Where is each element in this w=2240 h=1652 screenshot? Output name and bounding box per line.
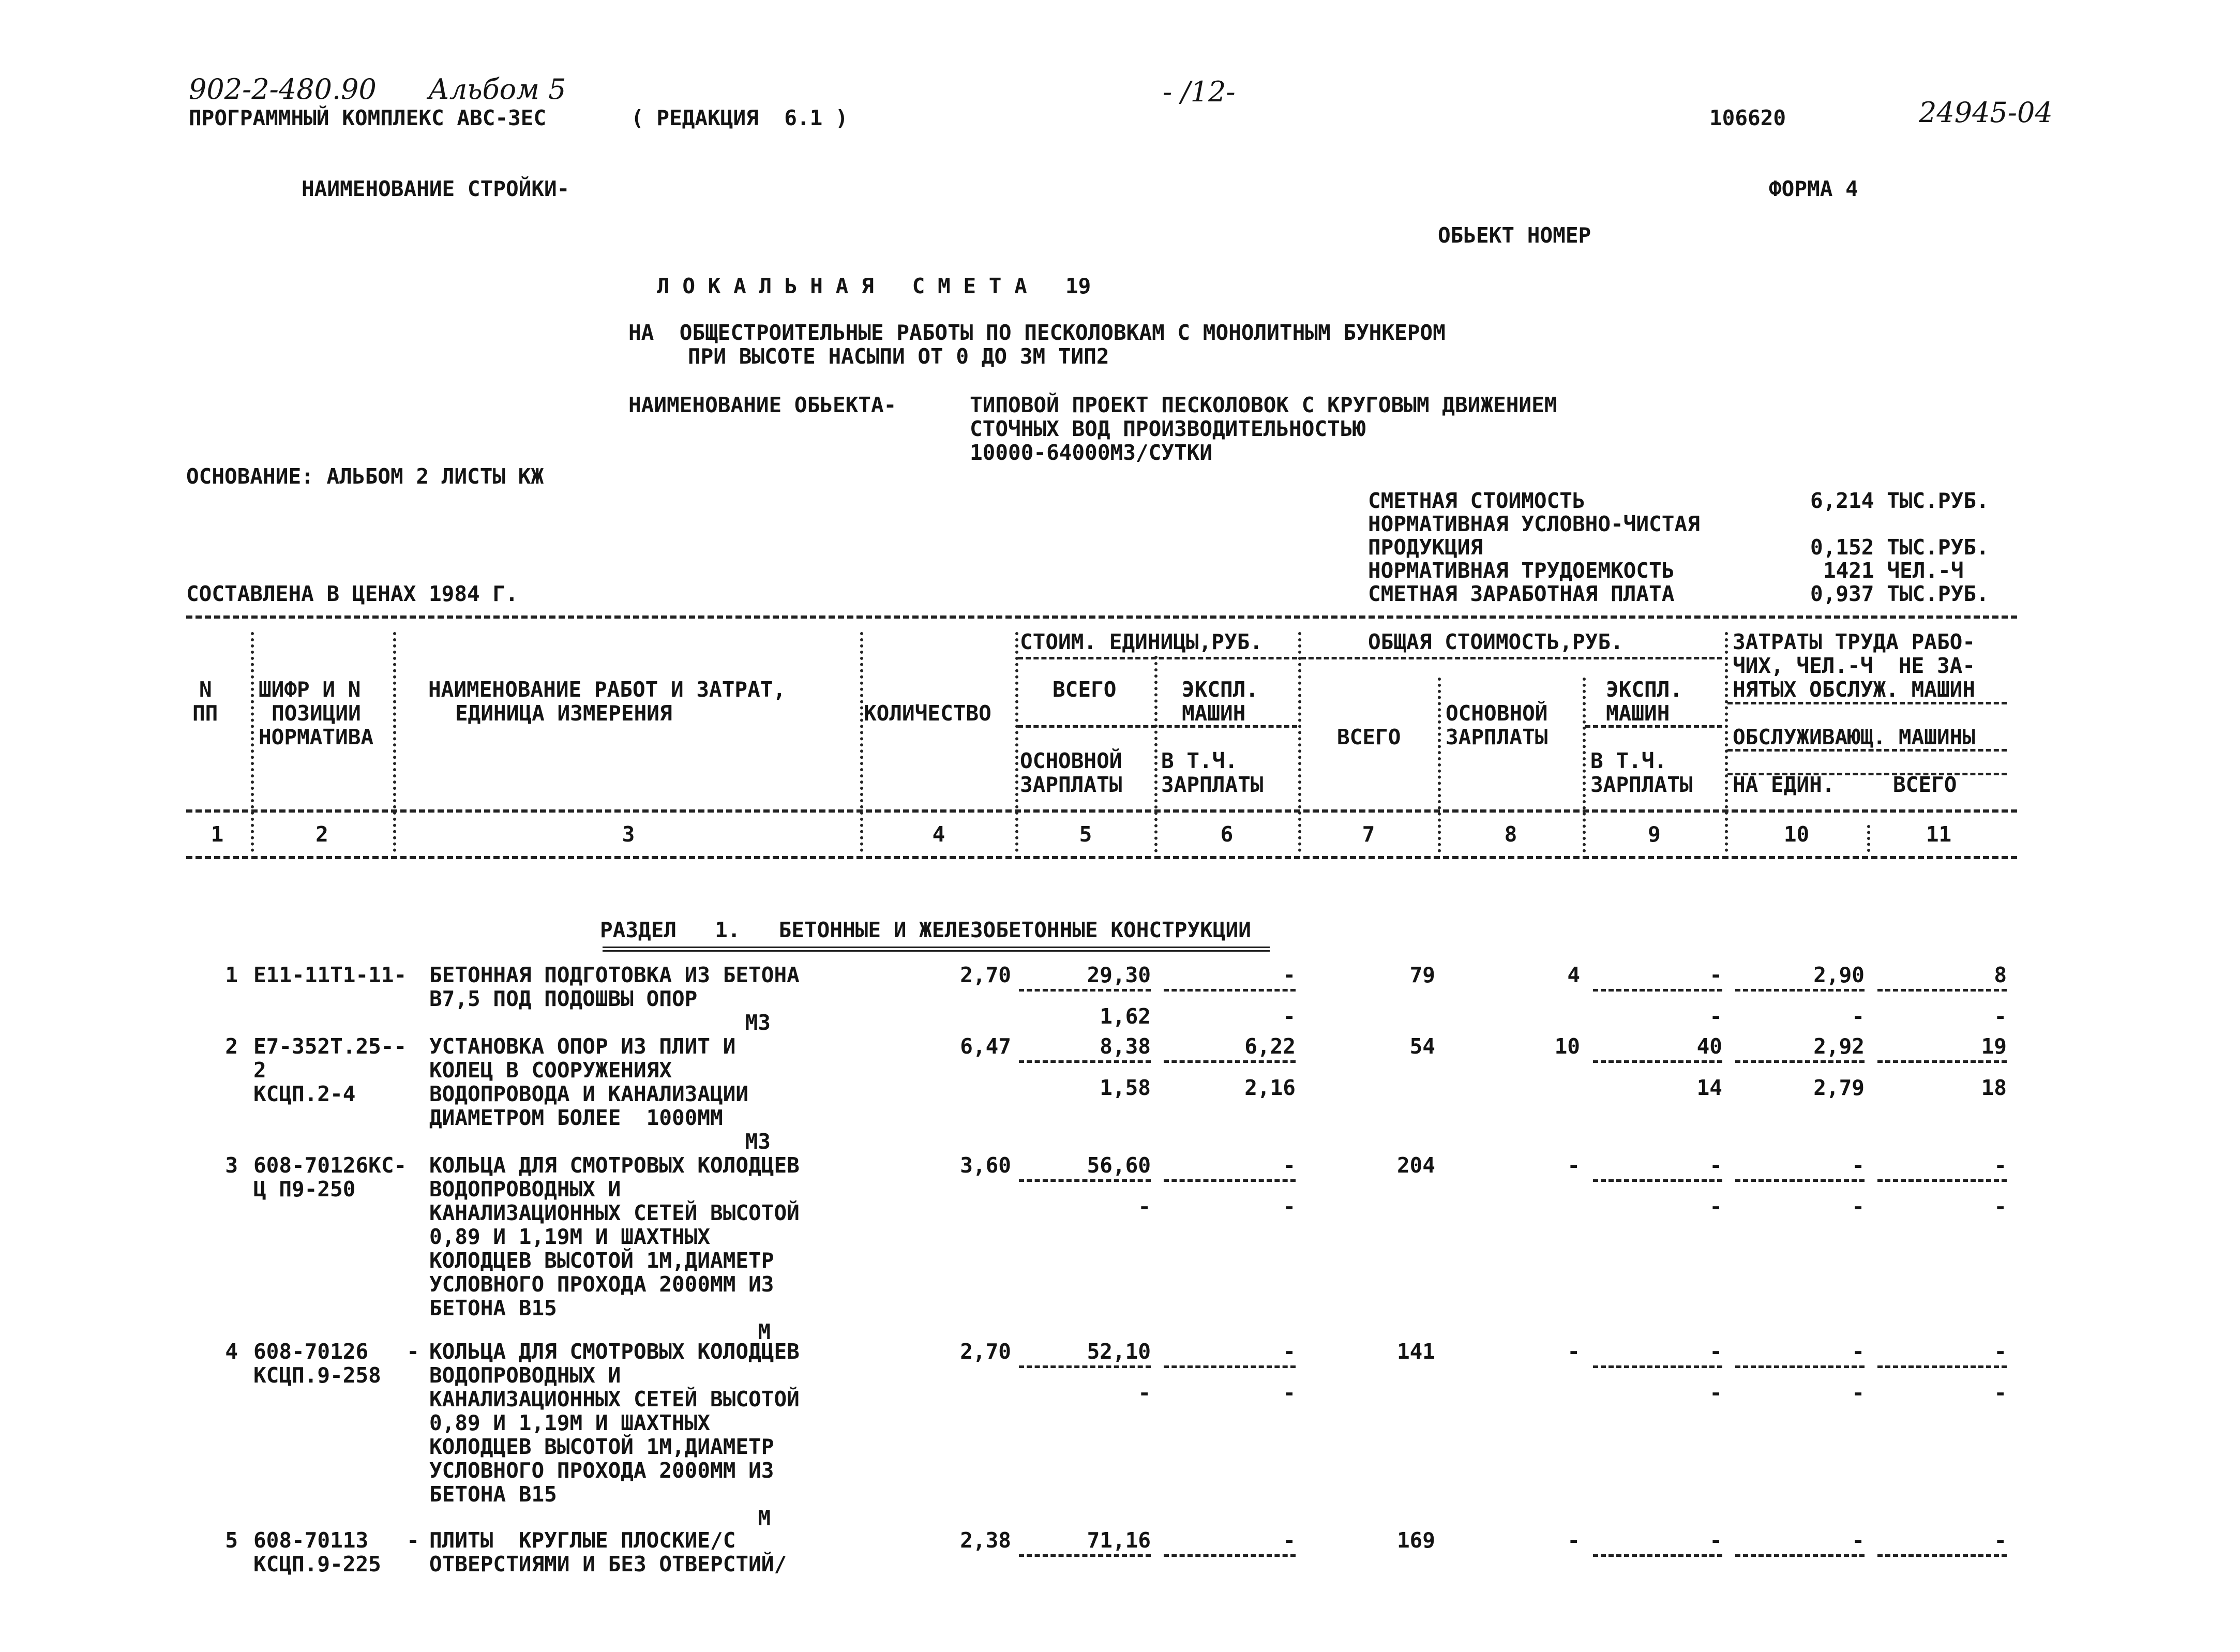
row-total-incl-wage: - [1709,1194,1722,1219]
col-number-2: 2 [315,822,328,847]
labor-header-2: ЧИХ, ЧЕЛ.-Ч НЕ ЗА- [1733,653,1975,678]
row-labor-unit: - [1852,1153,1865,1178]
total-wage-header: ОСНОВНОЙ [1446,701,1548,726]
page-number: - /12- [1163,76,1236,108]
row-unit-rule [1164,989,1296,992]
row-labor-total-2: - [1994,1380,2007,1405]
col-code-2: ПОЗИЦИИ [272,701,361,726]
estimated-cost-value: 6,214 ТЫС.РУБ. [1810,488,1989,513]
row-number: 5 [225,1528,238,1553]
basis: ОСНОВАНИЕ: АЛЬБОМ 2 ЛИСТЫ КЖ [186,464,544,489]
section-underline [603,947,1270,952]
col-divider-4 [1015,632,1018,852]
document-number: 106620 [1709,106,1786,130]
object-number: ОБЬЕКТ НОМЕР [1438,223,1591,248]
col-quantity: КОЛИЧЕСТВО [864,701,991,726]
object-name-2: СТОЧНЫХ ВОД ПРОИЗВОДИТЕЛЬНОСТЬЮ [970,416,1366,441]
row-name: КОЛОДЦЕВ ВЫСОТОЙ 1М,ДИАМЕТР [429,1434,774,1459]
row-total-rule [1877,1365,2007,1368]
row-code: 608-70113 - [253,1528,419,1553]
row-unit-machines: - [1283,963,1296,987]
total-mach-header-2: МАШИН [1606,701,1670,726]
row-total-rule [1593,989,1722,992]
col-divider-1 [251,632,254,852]
col-n: N [199,677,212,702]
row-name: ОТВЕРСТИЯМИ И БЕЗ ОТВЕРСТИЙ/ [429,1552,787,1576]
col-divider-6 [1298,632,1301,852]
col-number-5: 5 [1079,822,1092,847]
row-name: БЕТОНА В15 [429,1482,557,1507]
row-labor-total-2: - [1994,1004,2007,1029]
row-name: УСТАНОВКА ОПОР ИЗ ПЛИТ И [429,1034,736,1059]
row-name: КОЛЕЦ В СООРУЖЕНИЯХ [429,1058,672,1083]
row-total-rule [1877,989,2007,992]
row-unit-rule [1164,1365,1296,1368]
row-unit: М3 [745,1010,771,1035]
object-name-3: 10000-64000М3/СУТКИ [970,440,1212,465]
labor-total-header: ВСЕГО [1893,772,1957,797]
col-code: ШИФР И N [259,677,361,702]
row-labor-total: - [1994,1153,2007,1178]
total-mach-header: ЭКСПЛ. [1606,677,1683,702]
row-name: БЕТОННАЯ ПОДГОТОВКА ИЗ БЕТОНА [429,963,800,987]
row-unit: М [758,1506,771,1530]
row-labor-unit-2: - [1852,1380,1865,1405]
estimated-cost-label: СМЕТНАЯ СТОИМОСТЬ [1368,488,1585,513]
row-name: ДИАМЕТРОМ БОЛЕЕ 1000ММ [429,1105,723,1130]
row-code: Ц П9-250 [253,1177,356,1202]
row-name: КОЛЬЦА ДЛЯ СМОТРОВЫХ КОЛОДЦЕВ [429,1153,800,1178]
row-total: 169 [1396,1528,1435,1553]
labor-intensity-value: 1421 ЧЕЛ.-Ч [1823,558,1964,583]
row-name: 0,89 И 1,19М И ШАХТНЫХ [429,1410,711,1435]
row-total-incl-wage: - [1709,1004,1722,1029]
row-labor-total: - [1994,1528,2007,1553]
col-divider-9 [1725,632,1728,852]
row-total: 141 [1396,1339,1435,1364]
row-total-rule [1593,1060,1722,1063]
labor-header-4: ОБСЛУЖИВАЮЩ. МАШИНЫ [1733,725,1975,749]
form-number: ФОРМА 4 [1769,176,1858,201]
col-n-2: ПП [192,701,218,726]
col-number-11: 11 [1926,822,1952,847]
row-total-rule [1877,1179,2007,1182]
row-name: ВОДОПРОВОДНЫХ И [429,1363,621,1388]
document-title: Л О К А Л Ь Н А Я С М Е Т А 19 [657,274,1091,298]
row-unit-rule [1019,1554,1151,1557]
col-number-6: 6 [1220,822,1234,847]
row-total-rule [1877,1060,2007,1063]
labor-unit-header: НА ЕДИН. [1733,772,1835,797]
row-name: КОЛОДЦЕВ ВЫСОТОЙ 1М,ДИАМЕТР [429,1248,774,1273]
labor-header-3: НЯТЫХ ОБСЛУЖ. МАШИН [1733,677,1975,702]
unit-wage-header-2: ЗАРПЛАТЫ [1020,772,1122,797]
row-total-rule [1735,1060,1865,1063]
row-unit-rule [1019,1179,1151,1182]
labor-header: ЗАТРАТЫ ТРУДА РАБО- [1733,629,1975,654]
row-labor-total: 8 [1994,963,2007,987]
col-name: НАИМЕНОВАНИЕ РАБОТ И ЗАТРАТ, [428,677,786,702]
row-labor-unit-2: - [1852,1004,1865,1029]
total-all-header: ВСЕГО [1337,725,1401,749]
col-name-2: ЕДИНИЦА ИЗМЕРЕНИЯ [455,701,672,726]
row-unit-total: 8,38 [1100,1034,1151,1059]
row-code: КСЦП.9-225 [253,1552,381,1576]
row-labor-total-2: - [1994,1194,2007,1219]
col-number-3: 3 [622,822,635,847]
col-number-7: 7 [1362,822,1375,847]
total-incl-header-2: ЗАРПЛАТЫ [1590,772,1693,797]
row-quantity: 2,70 [960,1339,1011,1364]
row-total-incl-wage: - [1709,1380,1722,1405]
unit-cost-header: СТОИМ. ЕДИНИЦЫ,РУБ. [1020,629,1262,654]
row-code: 608-70126 - [253,1339,419,1364]
row-total-machines: 40 [1696,1034,1722,1059]
row-name: БЕТОНА В15 [429,1296,557,1320]
row-labor-unit: - [1852,1339,1865,1364]
row-name: ПЛИТЫ КРУГЛЫЕ ПЛОСКИЕ/С [429,1528,736,1553]
row-total-machines: - [1709,1528,1722,1553]
row-name: ВОДОПРОВОДА И КАНАЛИЗАЦИИ [429,1082,749,1106]
col-number-1: 1 [211,822,224,847]
album-number: Альбом 5 [428,73,566,106]
total-incl-header: В Т.Ч. [1590,748,1667,773]
row-unit-incl-wage: - [1283,1004,1296,1029]
row-unit-machines: - [1283,1528,1296,1553]
unit-wage-rule [1018,725,1297,728]
row-code: 2 [253,1058,266,1083]
labor-rule-1 [1727,702,2007,704]
col-divider-2 [393,632,396,852]
row-labor-total: - [1994,1339,2007,1364]
row-total-wage: 10 [1554,1034,1580,1059]
col-number-4: 4 [932,822,945,847]
row-unit-machines: - [1283,1153,1296,1178]
row-unit-rule [1019,989,1151,992]
row-name: КАНАЛИЗАЦИОННЫХ СЕТЕЙ ВЫСОТОЙ [429,1200,800,1225]
row-unit-incl-wage: 2,16 [1244,1075,1296,1100]
row-quantity: 6,47 [960,1034,1011,1059]
row-unit-rule [1164,1554,1296,1557]
col-number-10: 10 [1783,822,1810,847]
row-total-machines: - [1709,1339,1722,1364]
row-unit-rule [1019,1365,1151,1368]
row-unit: М [758,1319,771,1344]
row-number: 1 [225,963,238,987]
row-total-rule [1593,1365,1722,1368]
row-unit-wage: - [1138,1380,1151,1405]
row-total-rule [1735,1179,1865,1182]
row-unit-wage: 1,58 [1100,1075,1151,1100]
unit-cost-rule [1018,657,1297,659]
row-total-wage: - [1567,1528,1580,1553]
object-name: ТИПОВОЙ ПРОЕКТ ПЕСКОЛОВОК С КРУГОВЫМ ДВИЖЕНИЕМ [970,393,1557,417]
header-top-rule [186,615,2017,619]
row-unit-total: 71,16 [1087,1528,1151,1553]
row-labor-total: 19 [1981,1034,2007,1059]
unit-incl-header-2: ЗАРПЛАТЫ [1161,772,1264,797]
wage-fund-label: СМЕТНАЯ ЗАРАБОТНАЯ ПЛАТА [1368,581,1675,606]
col-code-3: НОРМАТИВА [259,725,374,749]
row-total-rule [1735,1365,1865,1368]
total-cost-rule [1301,657,1722,659]
row-unit-total: 56,60 [1087,1153,1151,1178]
unit-total-header: ВСЕГО [1053,677,1117,702]
object-label: НАИМЕНОВАНИЕ ОБЬЕКТА- [628,393,897,417]
row-quantity: 3,60 [960,1153,1011,1178]
row-name: ВОДОПРОВОДНЫХ И [429,1177,621,1202]
row-total-rule [1735,1554,1865,1557]
edition: ( РЕДАКЦИЯ 6.1 ) [631,106,848,130]
row-unit-machines: - [1283,1339,1296,1364]
row-unit: М3 [745,1129,771,1154]
row-labor-unit: 2,90 [1813,963,1865,987]
normative-product-value: 0,152 ТЫС.РУБ. [1810,535,1989,560]
row-unit-total: 52,10 [1087,1339,1151,1364]
row-unit-rule [1164,1179,1296,1182]
row-total-machines: - [1709,963,1722,987]
row-total-machines: - [1709,1153,1722,1178]
row-labor-total-2: 18 [1981,1075,2007,1100]
wage-fund-value: 0,937 ТЫС.РУБ. [1810,581,1989,606]
works-description: НА ОБЩЕСТРОИТЕЛЬНЫЕ РАБОТЫ ПО ПЕСКОЛОВКАМ С МОНОЛИТНЫМ БУНКЕРОМ [628,320,1446,345]
row-labor-unit-2: - [1852,1194,1865,1219]
row-code: Е7-352Т.25-- [253,1034,407,1059]
col-divider-3 [860,632,863,852]
archive-number: 24945-04 [1919,96,2053,129]
row-total-wage: - [1567,1339,1580,1364]
row-name: УСЛОВНОГО ПРОХОДА 2000ММ ИЗ [429,1272,774,1297]
row-unit-wage: 1,62 [1100,1004,1151,1029]
row-name: 0,89 И 1,19М И ШАХТНЫХ [429,1224,711,1249]
construction-label: НАИМЕНОВАНИЕ СТРОЙКИ- [302,176,570,201]
normative-product-label: НОРМАТИВНАЯ УСЛОВНО-ЧИСТАЯ [1368,512,1700,536]
row-total-rule [1593,1554,1722,1557]
row-total: 79 [1409,963,1435,987]
unit-mach-header-2: МАШИН [1182,701,1246,726]
document-code: 902-2-480.90 [189,73,377,106]
row-number: 2 [225,1034,238,1059]
program-name: ПРОГРАММНЫЙ КОМПЛЕКС АВС-3ЕС [189,106,547,130]
row-code: 608-70126КС- [253,1153,407,1178]
row-quantity: 2,38 [960,1528,1011,1553]
row-labor-unit: 2,92 [1813,1034,1865,1059]
row-code: Е11-11Т1-11- [253,963,407,987]
row-number: 3 [225,1153,238,1178]
row-name: В7,5 ПОД ПОДОШВЫ ОПОР [429,986,698,1011]
row-quantity: 2,70 [960,963,1011,987]
normative-product-label-2: ПРОДУКЦИЯ [1368,535,1483,560]
labor-intensity-label: НОРМАТИВНАЯ ТРУДОЕМКОСТЬ [1368,558,1675,583]
price-basis: СОСТАВЛЕНА В ЦЕНАХ 1984 Г. [186,581,518,606]
row-total-wage: - [1567,1153,1580,1178]
row-name: КАНАЛИЗАЦИОННЫХ СЕТЕЙ ВЫСОТОЙ [429,1387,800,1411]
row-total: 204 [1396,1153,1435,1178]
row-total-rule [1735,989,1865,992]
works-description-2: ПРИ ВЫСОТЕ НАСЫПИ ОТ 0 ДО 3М ТИП2 [688,344,1109,369]
row-labor-unit-2: 2,79 [1813,1075,1865,1100]
row-code: КСЦП.2-4 [253,1082,356,1106]
row-name: УСЛОВНОГО ПРОХОДА 2000ММ ИЗ [429,1458,774,1483]
row-total: 54 [1409,1034,1435,1059]
row-unit-incl-wage: - [1283,1380,1296,1405]
row-total-wage: 4 [1567,963,1580,987]
unit-wage-header: ОСНОВНОЙ [1020,748,1122,773]
row-unit-wage: - [1138,1194,1151,1219]
unit-incl-header: В Т.Ч. [1161,748,1238,773]
row-labor-unit: - [1852,1528,1865,1553]
unit-mach-header: ЭКСПЛ. [1182,677,1259,702]
row-total-rule [1593,1179,1722,1182]
row-unit-incl-wage: - [1283,1194,1296,1219]
section-title: РАЗДЕЛ 1. БЕТОННЫЕ И ЖЕЛЕЗОБЕТОННЫЕ КОНСТРУКЦИИ [600,918,1251,942]
total-wage-header-2: ЗАРПЛАТЫ [1446,725,1548,749]
row-unit-rule [1019,1060,1151,1063]
header-mid-rule [186,809,2017,813]
row-name: КОЛЬЦА ДЛЯ СМОТРОВЫХ КОЛОДЦЕВ [429,1339,800,1364]
row-unit-rule [1164,1060,1296,1063]
header-bottom-rule [186,856,2017,859]
row-unit-total: 29,30 [1087,963,1151,987]
row-unit-machines: 6,22 [1244,1034,1296,1059]
col-number-8: 8 [1504,822,1517,847]
row-number: 4 [225,1339,238,1364]
col-number-9: 9 [1648,822,1661,847]
row-code: КСЦП.9-258 [253,1363,381,1388]
total-cost-header: ОБЩАЯ СТОИМОСТЬ,РУБ. [1368,629,1623,654]
row-total-rule [1877,1554,2007,1557]
row-total-incl-wage: 14 [1696,1075,1722,1100]
